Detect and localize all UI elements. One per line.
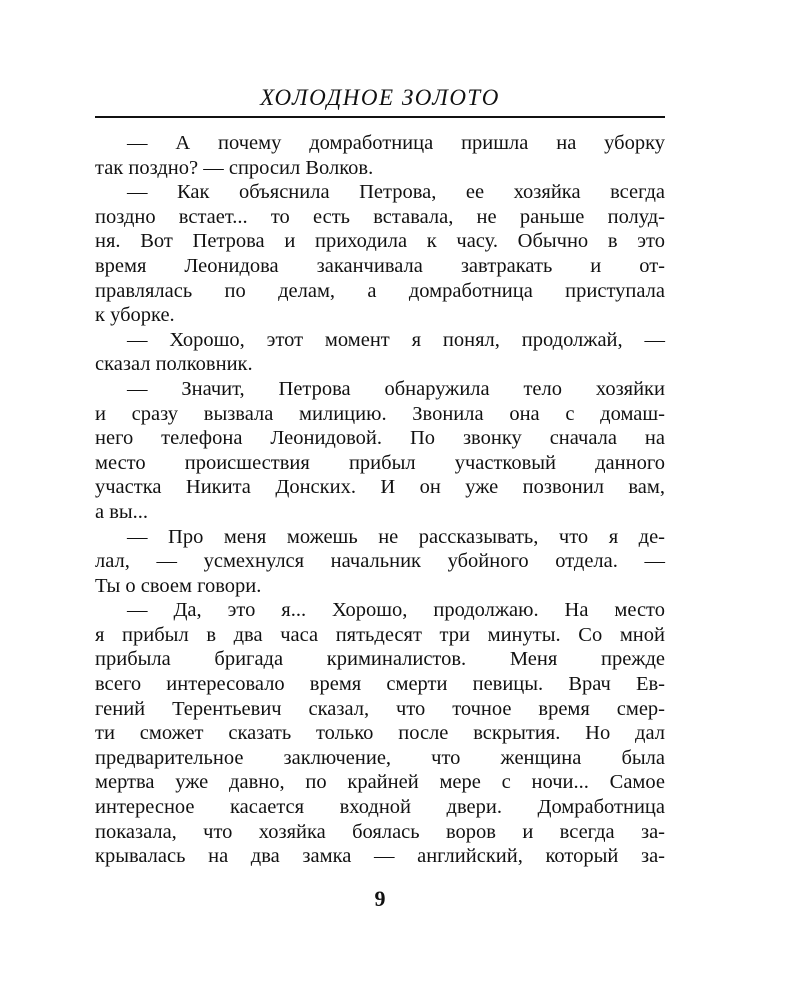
text-line: — Про меня можешь не рассказывать, что я де- bbox=[127, 525, 665, 548]
text-line: ти сможет сказать только после вскрытия. Но дал bbox=[95, 722, 665, 745]
text-line: — Хорошо, этот момент я понял, продолжай, — bbox=[127, 328, 665, 351]
running-header: ХОЛОДНОЕ ЗОЛОТО bbox=[260, 85, 500, 110]
text-line: правлялась по делам, а домработница приступала bbox=[95, 279, 665, 302]
text-line: показала, что хозяйка боялась воров и всегда за- bbox=[95, 820, 665, 843]
text-line: гений Терентьевич сказал, что точное время смер- bbox=[95, 697, 665, 720]
text-line: — Как объяснила Петрова, ее хозяйка всегда bbox=[127, 181, 665, 204]
text-line: — Значит, Петрова обнаружила тело хозяйки bbox=[127, 377, 665, 400]
text-line: — Да, это я... Хорошо, продолжаю. На место bbox=[127, 599, 665, 622]
text-line: а вы... bbox=[95, 500, 149, 523]
text-line: интересное касается входной двери. Домработница bbox=[95, 796, 665, 819]
page-number: 9 bbox=[374, 886, 386, 911]
text-line: — А почему домработница пришла на уборку bbox=[127, 132, 665, 154]
text-line: поздно встает... то есть вставала, не раньше полуд- bbox=[95, 205, 665, 228]
text-line: крывалась на два замка — английский, который за- bbox=[95, 845, 665, 868]
text-line: участка Никита Донских. И он уже позвонил вам, bbox=[95, 476, 665, 499]
text-line: время Леонидова заканчивала завтракать и от- bbox=[95, 254, 665, 277]
text-line: всего интересовало время смерти певицы. Врач Ев- bbox=[95, 673, 665, 696]
text-line: прибыла бригада криминалистов. Меня прежде bbox=[95, 648, 665, 671]
text-line: ня. Вот Петрова и приходила к часу. Обычно в это bbox=[95, 230, 665, 253]
text-line: мертва уже давно, по крайней мере с ночи... Самое bbox=[95, 771, 665, 794]
text-line: сказал полковник. bbox=[95, 353, 253, 376]
header-rule bbox=[95, 116, 665, 118]
text-line: к уборке. bbox=[95, 304, 175, 327]
text-line: предварительное заключение, что женщина была bbox=[95, 746, 665, 769]
text-line: так поздно? — спросил Волков. bbox=[95, 156, 374, 179]
body-text bbox=[95, 131, 665, 869]
text-line: место происшествия прибыл участковый данного bbox=[95, 451, 665, 474]
text-line: я прибыл в два часа пятьдесят три минуты. Со мной bbox=[95, 623, 665, 646]
text-line: лал, — усмехнулся начальник убойного отдела. — bbox=[95, 550, 665, 573]
text-line: Ты о своем говори. bbox=[95, 574, 262, 597]
text-line: и сразу вызвала милицию. Звонила она с домаш- bbox=[95, 402, 665, 425]
text-line: него телефона Леонидовой. По звонку сначала на bbox=[95, 427, 665, 450]
